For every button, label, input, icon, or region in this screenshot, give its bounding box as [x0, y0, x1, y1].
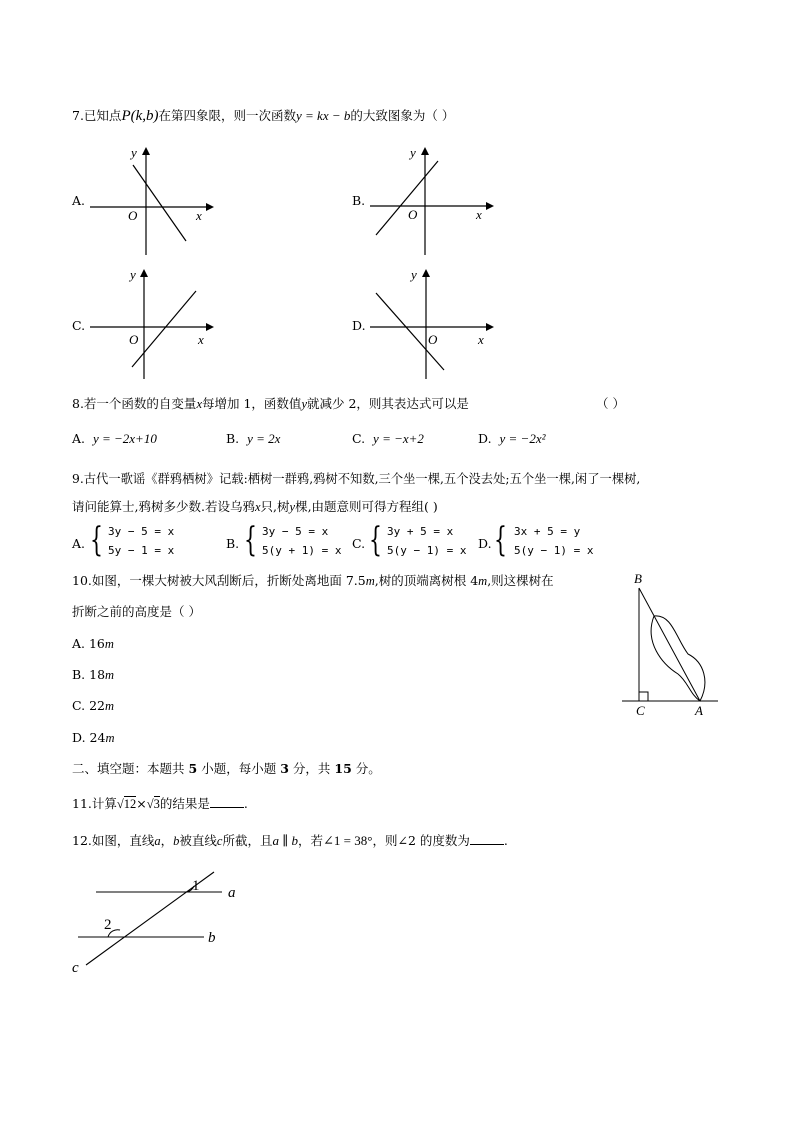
q9-line-2-a: 请问能算士,鸦树多少数.若设乌鸦 [72, 499, 255, 514]
q8-option-c[interactable] [352, 431, 424, 447]
q7-d-y-label: y [411, 267, 417, 282]
q8-var-y: y [301, 397, 307, 411]
q8-stem [72, 396, 469, 412]
q11-stem-a: 11.计算 [72, 796, 117, 811]
q9-var-y: y [289, 500, 296, 514]
q12-stem-b: 被直线 [179, 833, 217, 848]
q11-end: . [243, 796, 248, 811]
section-2-mid-1: 小题，每小题 [201, 761, 277, 776]
q9-option-b-eq1: 3y − 5 = x [262, 525, 329, 538]
q9-option-c-label[interactable]: C. [352, 536, 366, 551]
section-2-suffix: 分。 [355, 761, 381, 776]
q10-tree-figure [614, 570, 724, 720]
q9-option-a-eq1: 3y − 5 = x [108, 525, 175, 538]
q11-stem-b: 的结果是 [159, 796, 210, 811]
q11-sqrt-3: √3 [146, 797, 160, 811]
q10-line-1 [72, 573, 554, 589]
q7-stem-prefix: 7.已知点 [72, 108, 122, 123]
q9-option-d-eq2: 5(y − 1) = x [514, 544, 594, 557]
q9-option-d-eq1: 3x + 5 = y [514, 525, 581, 538]
q10-line-1-a: 10.如图，一棵大树被大风刮断后，折断处离地面 7.5 [72, 573, 366, 588]
q9-option-b-brace: { [244, 520, 257, 560]
q12-label-1: 1 [192, 878, 200, 894]
q8-option-b-expr: y = 2x [247, 431, 281, 446]
q7-stem-suffix: 的大致图象为（ ） [350, 108, 455, 123]
q12-angle-1: ∠1 = 38° [323, 833, 373, 848]
q7-b-origin: O [408, 207, 418, 222]
q7-point: P(k,b) [121, 108, 159, 124]
section-2-heading [72, 761, 381, 777]
q11-stem [72, 796, 248, 812]
q12-parallel: a ∥ b [272, 833, 299, 848]
q7-graph-d[interactable] [368, 265, 498, 380]
q12-end: . [503, 833, 508, 848]
q12-stem-e: ，则∠2 的度数为 [372, 833, 470, 848]
q10-label-b: B [634, 571, 642, 586]
q10-option-d-label: D. 24 [72, 730, 106, 745]
q9-option-d-brace: { [494, 520, 507, 560]
q9-line-2-c: 棵,由题意则可得方程组( ) [295, 499, 438, 514]
q8-option-a-expr: y = −2x+10 [92, 431, 157, 446]
q12-var-c: c [216, 834, 223, 848]
section-2-total: 15 [334, 761, 352, 776]
q9-option-c-eq2: 5(y − 1) = x [387, 544, 467, 557]
q12-label-c: c [72, 960, 79, 976]
q7-a-x-label: x [196, 208, 202, 223]
q10-option-b-label: B. 18 [72, 667, 106, 682]
q12-var-a: a [154, 834, 161, 848]
q9-var-x: x [254, 500, 261, 514]
q11-radicand-12: 12 [123, 797, 137, 811]
section-2-count: 5 [188, 761, 198, 776]
q9-option-a-label[interactable]: A. [72, 536, 86, 551]
q10-option-a-unit: m [104, 637, 114, 651]
q8-stem-b: 每增加 1，函数值 [202, 396, 302, 411]
section-2-prefix: 二、填空题：本题共 [72, 761, 185, 776]
q10-line-1-b: ,树的顶端离树根 4 [374, 573, 479, 588]
q10-option-c[interactable] [72, 698, 114, 714]
q7-graph-c[interactable] [88, 265, 218, 380]
q9-line-2 [72, 499, 438, 515]
q11-sqrt-12: √12 [116, 797, 137, 811]
q7-b-y-label: y [410, 145, 416, 160]
q9-line-2-b: 只,树 [260, 499, 290, 514]
q12-label-a: a [228, 885, 236, 901]
q12-stem-a: 12.如图，直线 [72, 833, 155, 848]
q7-stem [72, 108, 454, 124]
q7-option-b-label[interactable]: B. [352, 193, 366, 208]
q10-unit-1: m [365, 574, 375, 588]
q12-comma: ， [160, 833, 174, 848]
q8-stem-a: 8.若一个函数的自变量 [72, 396, 197, 411]
q7-c-x-label: x [198, 332, 204, 347]
q9-option-a-eq2: 5y − 1 = x [108, 544, 175, 557]
q12-answer-blank[interactable] [470, 833, 504, 845]
q12-stem-d: ，若 [298, 833, 324, 848]
q7-d-x-label: x [478, 332, 484, 347]
q7-option-d-label[interactable]: D. [352, 318, 366, 333]
q8-option-a[interactable] [72, 431, 157, 447]
q10-option-a[interactable] [72, 636, 114, 652]
q7-b-x-label: x [476, 207, 482, 222]
q7-stem-mid: 在第四象限，则一次函数 [158, 108, 297, 123]
q10-option-c-unit: m [104, 699, 115, 713]
q10-option-a-label: A. 16 [72, 636, 105, 651]
q8-var-x: x [196, 397, 202, 411]
section-2-score: 3 [280, 761, 289, 776]
q7-c-origin: O [129, 332, 139, 347]
q8-option-b[interactable] [226, 431, 280, 447]
q10-option-b-unit: m [105, 668, 115, 682]
q10-option-b[interactable] [72, 667, 114, 683]
q11-times-sign: × [136, 796, 147, 811]
q11-radicand-3: 3 [153, 797, 160, 811]
q12-parallel-lines-figure [70, 870, 240, 980]
q8-option-c-label: C. [352, 431, 366, 446]
q12-stem-c: 所截，且 [222, 833, 273, 848]
q7-option-a-label[interactable]: A. [72, 193, 86, 208]
q9-option-c-eq1: 3y + 5 = x [387, 525, 454, 538]
q7-graph-b[interactable] [368, 145, 498, 257]
q8-option-c-expr: y = −x+2 [373, 431, 424, 446]
q9-line-1: 9.古代一歌谣《群鸦栖树》记载:栖树一群鸦,鸦树不知数,三个坐一棵,五个没去处;五个坐一棵,闲了一棵树, [72, 472, 641, 486]
q8-option-d-label: D. [478, 431, 492, 446]
q10-option-c-label: C. 22 [72, 698, 105, 713]
q10-unit-2: m [478, 574, 488, 588]
q9-option-a-brace: { [90, 520, 103, 560]
q12-label-b: b [208, 930, 216, 946]
section-2-mid-2: 分，共 [292, 761, 331, 776]
q10-option-d[interactable] [72, 730, 114, 746]
q8-stem-c: 就减少 2，则其表达式可以是 [307, 396, 469, 411]
q9-option-b-label[interactable]: B. [226, 536, 240, 551]
q12-var-b: b [173, 834, 180, 848]
q12-label-2: 2 [104, 917, 112, 933]
q10-line-1-c: ,则这棵树在 [487, 573, 554, 588]
q10-label-c: C [636, 703, 645, 718]
q12-stem [72, 833, 508, 849]
q8-answer-paren: （ ） [596, 396, 625, 411]
q7-d-origin: O [428, 332, 438, 347]
q8-option-a-label: A. [72, 431, 86, 446]
q9-option-b-eq2: 5(y + 1) = x [262, 544, 342, 557]
q10-line-2: 折断之前的高度是（ ） [72, 604, 201, 619]
q11-answer-blank[interactable] [210, 796, 244, 808]
q9-option-c-brace: { [369, 520, 382, 560]
q10-option-d-unit: m [105, 731, 115, 745]
q7-function: y = kx − b [296, 108, 351, 123]
q8-option-d-expr: y = −2x² [499, 431, 546, 446]
q8-option-d[interactable] [478, 431, 546, 447]
q7-a-y-label: y [131, 145, 137, 160]
q8-option-b-label: B. [226, 431, 240, 446]
q7-c-y-label: y [130, 267, 136, 282]
q7-option-c-label[interactable]: C. [72, 318, 86, 333]
q7-graph-a[interactable] [88, 145, 218, 257]
q10-label-a: A [695, 703, 703, 718]
q9-option-d-label[interactable]: D. [478, 536, 492, 551]
q7-a-origin: O [128, 208, 138, 223]
